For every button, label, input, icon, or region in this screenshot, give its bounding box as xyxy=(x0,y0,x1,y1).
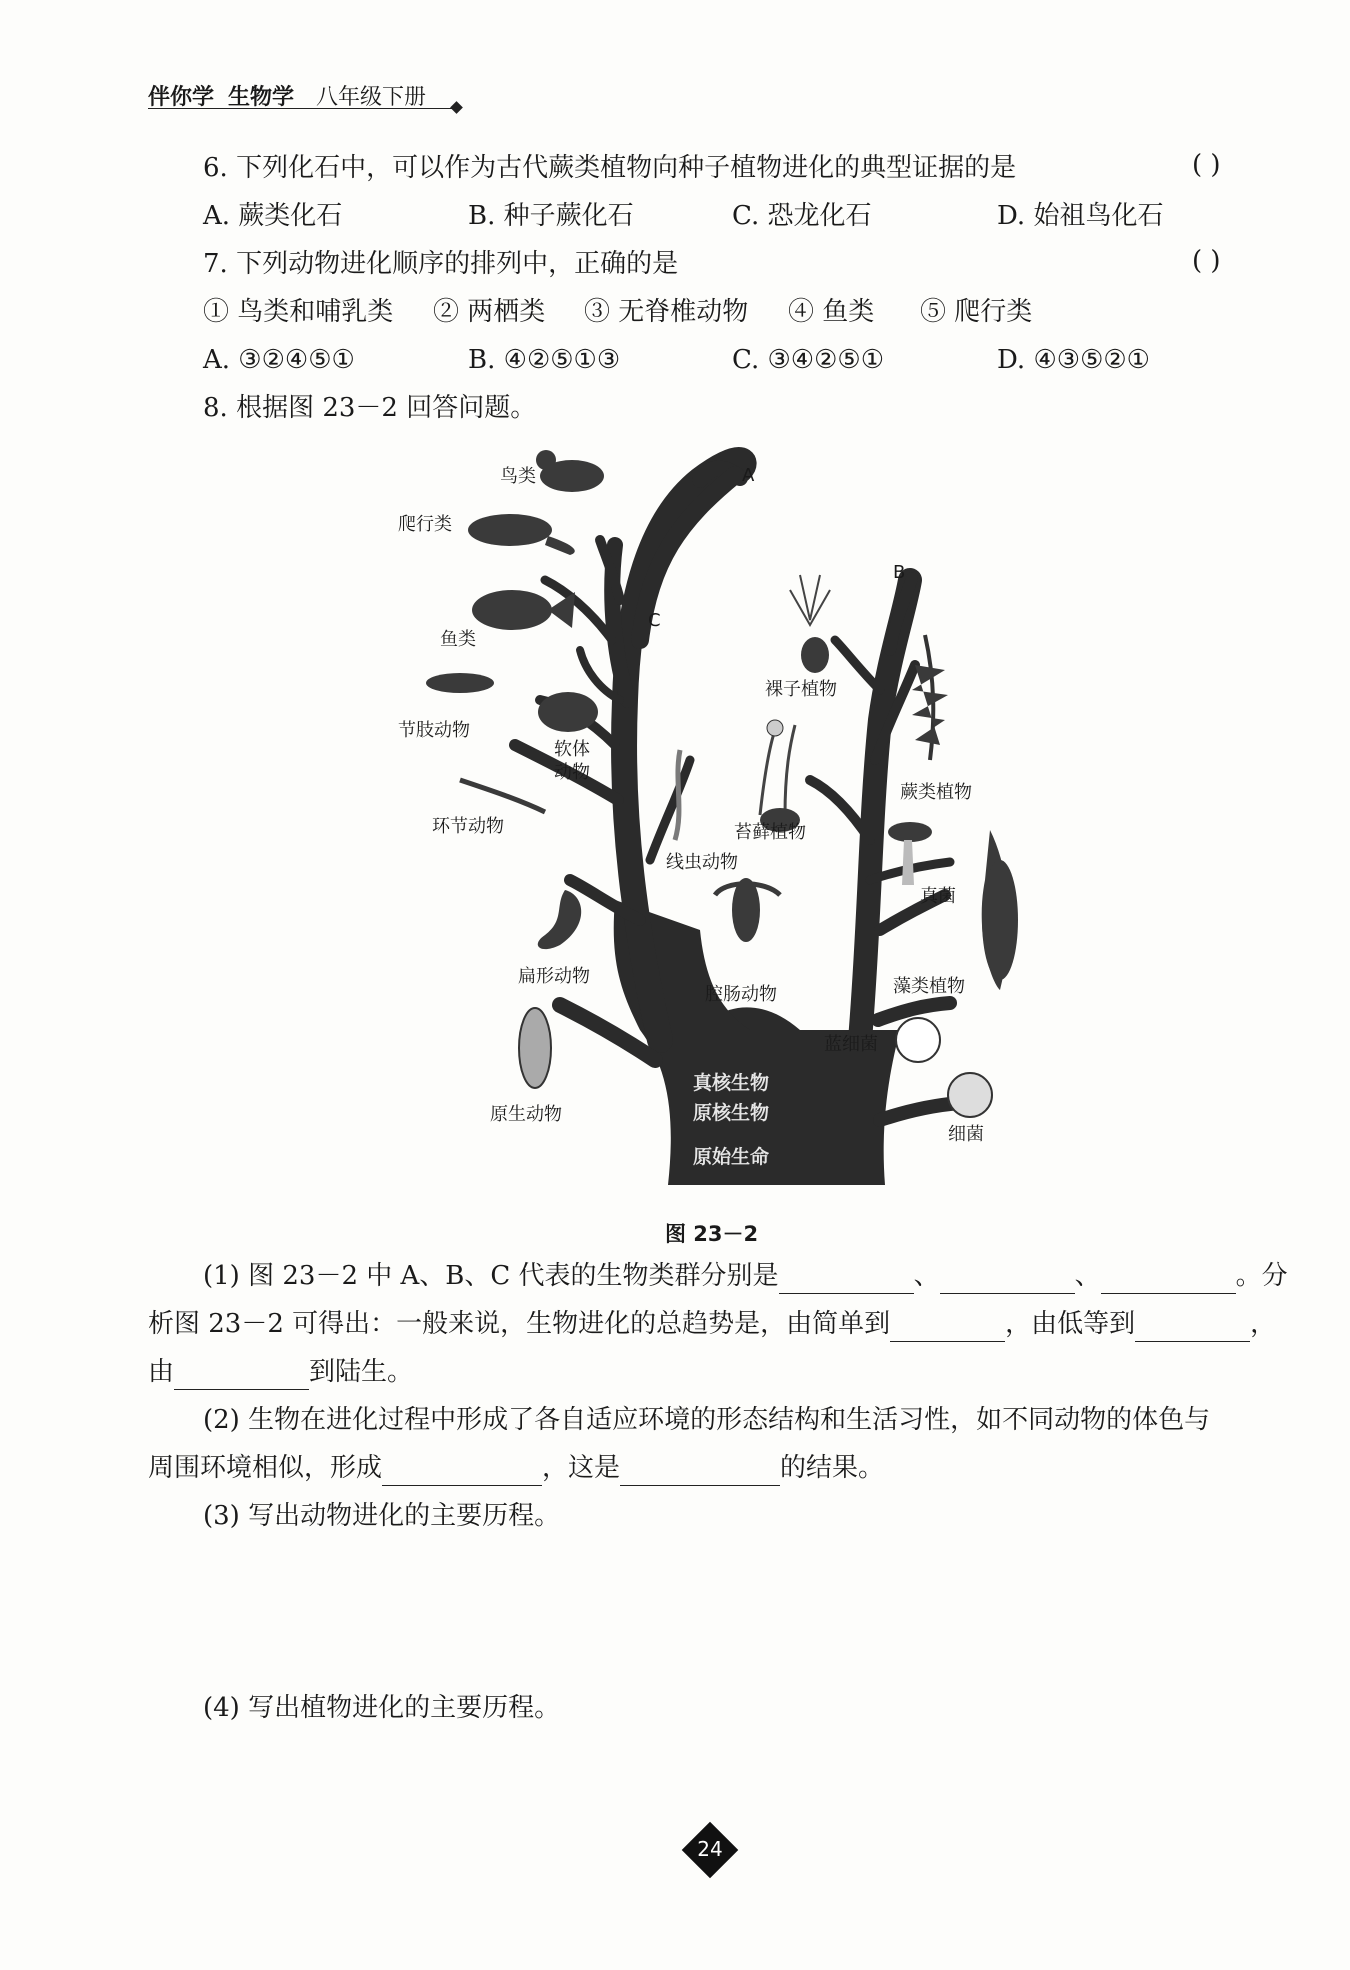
header-subject: 生物学 xyxy=(228,85,295,110)
q6-option-d: D. 始祖鸟化石 xyxy=(997,201,1164,231)
sub2-line2-text: 周围环境相似，形成 xyxy=(148,1453,383,1483)
label-moss: 苔藓植物 xyxy=(734,822,806,843)
sub1-line3-end: 到陆生。 xyxy=(309,1357,414,1387)
label-mollusc-line2: 动物 xyxy=(554,762,590,783)
reptile-tail-icon xyxy=(545,536,575,555)
label-annelid: 环节动物 xyxy=(432,816,504,837)
sub1-line3-text: 由 xyxy=(148,1357,175,1387)
q7-item-4: ④ 鱼类 xyxy=(788,297,875,327)
q7-option-b: B. ④②⑤①③ xyxy=(468,345,621,375)
q6-option-c: C. 恐龙化石 xyxy=(732,201,872,231)
sub1-line2 xyxy=(148,1306,1276,1342)
mushroom-cap-icon xyxy=(888,822,932,842)
header-brand: 伴你学 xyxy=(148,85,215,110)
branch-gymnosperm xyxy=(835,640,880,690)
cyanobacteria-icon xyxy=(896,1018,940,1062)
mollusc-icon xyxy=(538,692,598,732)
answer-blank-a[interactable] xyxy=(779,1263,914,1294)
label-fungi: 真菌 xyxy=(920,886,956,907)
branch-bacteria xyxy=(880,1103,960,1120)
sub3-prompt: (3) 写出动物进化的主要历程。 xyxy=(203,1501,561,1531)
branch-moss xyxy=(810,780,870,840)
trunk-label-primitive-life: 原始生命 xyxy=(693,1146,770,1168)
annelid-icon xyxy=(460,780,545,812)
sub3-answer-area[interactable] xyxy=(148,1540,1208,1670)
q7-option-c: C. ③④②⑤① xyxy=(732,345,885,375)
trunk-label-eukaryote: 真核生物 xyxy=(693,1072,770,1094)
label-reptile: 爬行类 xyxy=(398,514,452,535)
answer-blank-complex[interactable] xyxy=(890,1311,1005,1342)
label-flatworm: 扁形动物 xyxy=(518,966,590,987)
sub4-answer-area[interactable] xyxy=(148,1732,1208,1812)
answer-blank-protective-color[interactable] xyxy=(382,1455,542,1486)
grasshopper-icon xyxy=(426,673,494,693)
mushroom-stem-icon xyxy=(902,840,914,885)
label-bacteria: 细菌 xyxy=(948,1124,984,1145)
sub1-line2-mid: ，由低等到 xyxy=(1005,1309,1136,1339)
answer-blank-c[interactable] xyxy=(1101,1263,1236,1294)
answer-blank-natural-selection[interactable] xyxy=(620,1455,780,1486)
coelenterate-icon xyxy=(732,878,760,942)
q7-option-d: D. ④③⑤②① xyxy=(997,345,1150,375)
answer-blank-b[interactable] xyxy=(940,1263,1075,1294)
label-fern: 蕨类植物 xyxy=(900,782,972,803)
header-grade: 八年级下册 xyxy=(316,85,427,110)
q7-stem: 7. 下列动物进化顺序的排列中，正确的是 xyxy=(203,249,679,279)
page-number: 24 xyxy=(697,1837,723,1861)
fish-icon xyxy=(472,590,552,630)
moss-capsule-icon xyxy=(767,720,783,736)
label-cyanobacteria: 蓝细菌 xyxy=(824,1034,878,1055)
sub1-sep1: 、 xyxy=(913,1261,940,1291)
sub2-line2 xyxy=(148,1450,884,1486)
bird-head-icon xyxy=(536,450,556,470)
q7-item-5: ⑤ 爬行类 xyxy=(920,297,1033,327)
sub1-line3 xyxy=(148,1354,413,1390)
q6-option-b: B. 种子蕨化石 xyxy=(468,201,634,231)
label-mollusc-line1: 软体 xyxy=(554,739,590,760)
q6-option-a: A. 蕨类化石 xyxy=(203,201,343,231)
flatworm-icon xyxy=(538,890,581,949)
label-algae: 藻类植物 xyxy=(893,976,965,997)
sub2-line2-end: 的结果。 xyxy=(780,1453,885,1483)
branch-label-b: B xyxy=(893,562,906,583)
q8-stem: 8. 根据图 23－2 回答问题。 xyxy=(203,393,537,423)
answer-blank-advanced[interactable] xyxy=(1135,1311,1250,1342)
moss-icon xyxy=(760,725,795,815)
sub1-line2-end: ， xyxy=(1250,1309,1277,1339)
fish-tail-icon xyxy=(548,592,575,628)
answer-blank-aquatic[interactable] xyxy=(174,1359,309,1390)
q7-answer-paren: ( ) xyxy=(1192,246,1221,276)
branch-label-c: C xyxy=(648,610,661,631)
protozoa-icon xyxy=(519,1008,551,1088)
sub1-line1-end: 。分 xyxy=(1235,1261,1288,1291)
label-bird: 鸟类 xyxy=(500,466,536,487)
label-gymnosperm: 裸子植物 xyxy=(765,679,837,700)
pinecone-icon xyxy=(801,637,829,673)
branch-label-a: A xyxy=(742,465,755,486)
sub1-line2-text: 析图 23－2 可得出：一般来说，生物进化的总趋势是，由简单到 xyxy=(148,1309,891,1339)
label-fish: 鱼类 xyxy=(440,629,476,650)
algae-body-icon xyxy=(982,860,1018,980)
q7-item-3: ③ 无脊椎动物 xyxy=(584,297,749,327)
q7-item-1: ① 鸟类和哺乳类 xyxy=(203,297,394,327)
label-protozoa: 原生动物 xyxy=(490,1104,562,1125)
branch-nematode xyxy=(650,760,690,860)
gymnosperm-icon xyxy=(790,575,830,625)
figure-caption: 图 23－2 xyxy=(665,1222,759,1246)
sub1-line1 xyxy=(203,1258,1288,1294)
label-arthropod: 节肢动物 xyxy=(398,720,470,741)
label-coelenterate: 腔肠动物 xyxy=(705,984,777,1005)
label-nematode: 线虫动物 xyxy=(666,852,738,873)
q6-answer-paren: ( ) xyxy=(1192,150,1221,180)
reptile-icon xyxy=(468,514,552,546)
q7-option-a: A. ③②④⑤① xyxy=(203,345,355,375)
sub2-line1: (2) 生物在进化过程中形成了各自适应环境的形态结构和生活习性，如不同动物的体色与 xyxy=(203,1405,1211,1435)
q7-item-2: ② 两栖类 xyxy=(433,297,546,327)
sub1-line1-text: (1) 图 23－2 中 A、B、C 代表的生物类群分别是 xyxy=(203,1261,779,1291)
sub4-prompt: (4) 写出植物进化的主要历程。 xyxy=(203,1693,561,1723)
trunk-label-prokaryote: 原核生物 xyxy=(693,1102,770,1124)
q6-stem: 6. 下列化石中，可以作为古代蕨类植物向种子植物进化的典型证据的是 xyxy=(203,153,1017,183)
fern-leaves-icon xyxy=(912,665,948,745)
sub2-line2-mid: ，这是 xyxy=(542,1453,621,1483)
bacteria-icon xyxy=(948,1073,992,1117)
sub1-sep2: 、 xyxy=(1074,1261,1101,1291)
